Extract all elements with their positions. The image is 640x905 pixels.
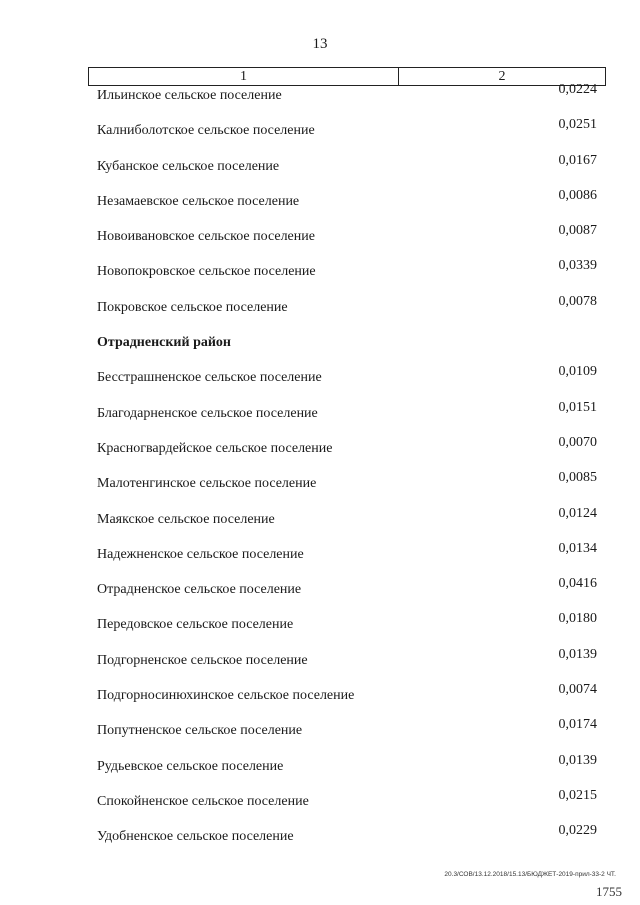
- settlement-name: Маякское сельское поселение: [97, 511, 275, 527]
- table-row: [0, 823, 640, 864]
- settlement-name: Новопокровское сельское поселение: [97, 264, 316, 280]
- settlement-name: Передовское сельское поселение: [97, 617, 294, 633]
- settlement-name: Ильинское сельское поселение: [97, 88, 282, 103]
- table-row: [0, 576, 640, 617]
- table-row: [0, 152, 640, 194]
- table-row: [0, 399, 640, 441]
- settlement-name: Покровское сельское поселение: [97, 299, 288, 315]
- settlement-name: Отрадненское сельское поселение: [97, 582, 302, 598]
- coefficient-value: 0,0085: [558, 470, 597, 486]
- settlement-name: Попутненское сельское поселение: [97, 723, 303, 739]
- table-row: [0, 787, 640, 829]
- settlement-name: Благодарненское сельское поселение: [97, 405, 318, 421]
- settlement-name: Рудьевское сельское поселение: [97, 758, 284, 774]
- coefficient-value: 0,0074: [558, 682, 597, 698]
- coefficient-value: 0,0109: [558, 364, 597, 380]
- table-header: [88, 67, 606, 86]
- settlement-name: Подгорносинюхинское сельское поселение: [97, 688, 355, 704]
- sheet-stamp-number: 1755: [596, 884, 622, 899]
- settlement-name: Подгорненское сельское поселение: [97, 652, 308, 668]
- settlement-name: Надежненское сельское поселение: [97, 546, 304, 562]
- table-body: [0, 82, 640, 865]
- coefficient-value: 0,0139: [558, 752, 597, 768]
- table-row: [0, 258, 640, 299]
- coefficient-value: 0,0224: [558, 82, 597, 97]
- document-footer-code: 20.3/СОВ/13.12.2018/15.13/БЮДЖЕТ-2019-прил-33-2 ЧТ.: [444, 871, 616, 878]
- coefficient-value: 0,0167: [558, 152, 597, 168]
- coefficient-value: 0,0251: [558, 117, 597, 133]
- coefficient-value: 0,0078: [558, 293, 597, 309]
- coefficient-value: 0,0086: [558, 187, 597, 203]
- coefficient-value: 0,0151: [558, 399, 597, 415]
- coefficient-value: 0,0087: [558, 223, 597, 239]
- settlement-name: Спокойненское сельское поселение: [97, 793, 309, 809]
- table-row: [0, 752, 640, 794]
- coefficient-value: 0,0180: [558, 611, 597, 627]
- table-row: [0, 717, 640, 758]
- table-row: [0, 470, 640, 511]
- table-row: [0, 682, 640, 723]
- table-row: [0, 223, 640, 264]
- coefficient-value: 0,0070: [558, 434, 597, 450]
- section-heading-row: [0, 335, 640, 370]
- table-row: [0, 540, 640, 582]
- table-row: [0, 117, 640, 158]
- page-number: 13: [312, 36, 328, 52]
- settlement-name: Кубанское сельское поселение: [97, 158, 280, 174]
- column-header-1: 1: [89, 68, 399, 85]
- settlement-name: Удобненское сельское поселение: [97, 829, 294, 845]
- settlement-name: Новоивановское сельское поселение: [97, 229, 315, 245]
- coefficient-value: 0,0229: [558, 823, 597, 839]
- table-row: [0, 293, 640, 335]
- table-row: [0, 187, 640, 229]
- table-row: [0, 364, 640, 405]
- table-row: [0, 646, 640, 688]
- district-name: Отрадненский район: [97, 335, 231, 351]
- coefficient-value: 0,0174: [558, 717, 597, 733]
- settlement-name: Калниболотское сельское поселение: [97, 123, 315, 139]
- settlement-name: Бесстрашненское сельское поселение: [97, 370, 322, 386]
- coefficient-value: 0,0134: [558, 540, 597, 556]
- coefficient-value: 0,0416: [558, 576, 597, 592]
- coefficient-value: 0,0124: [558, 505, 597, 521]
- coefficient-value: 0,0339: [558, 258, 597, 274]
- coefficient-value: 0,0215: [558, 787, 597, 803]
- settlement-name: Малотенгинское сельское поселение: [97, 476, 317, 492]
- settlement-name: Красногвардейское сельское поселение: [97, 440, 333, 456]
- table-row: [0, 82, 640, 123]
- coefficient-value: 0,0139: [558, 646, 597, 662]
- table-row: [0, 611, 640, 652]
- table-row: [0, 505, 640, 547]
- column-header-2: 2: [498, 69, 506, 84]
- table-row: [0, 434, 640, 476]
- settlement-name: Незамаевское сельское поселение: [97, 193, 300, 209]
